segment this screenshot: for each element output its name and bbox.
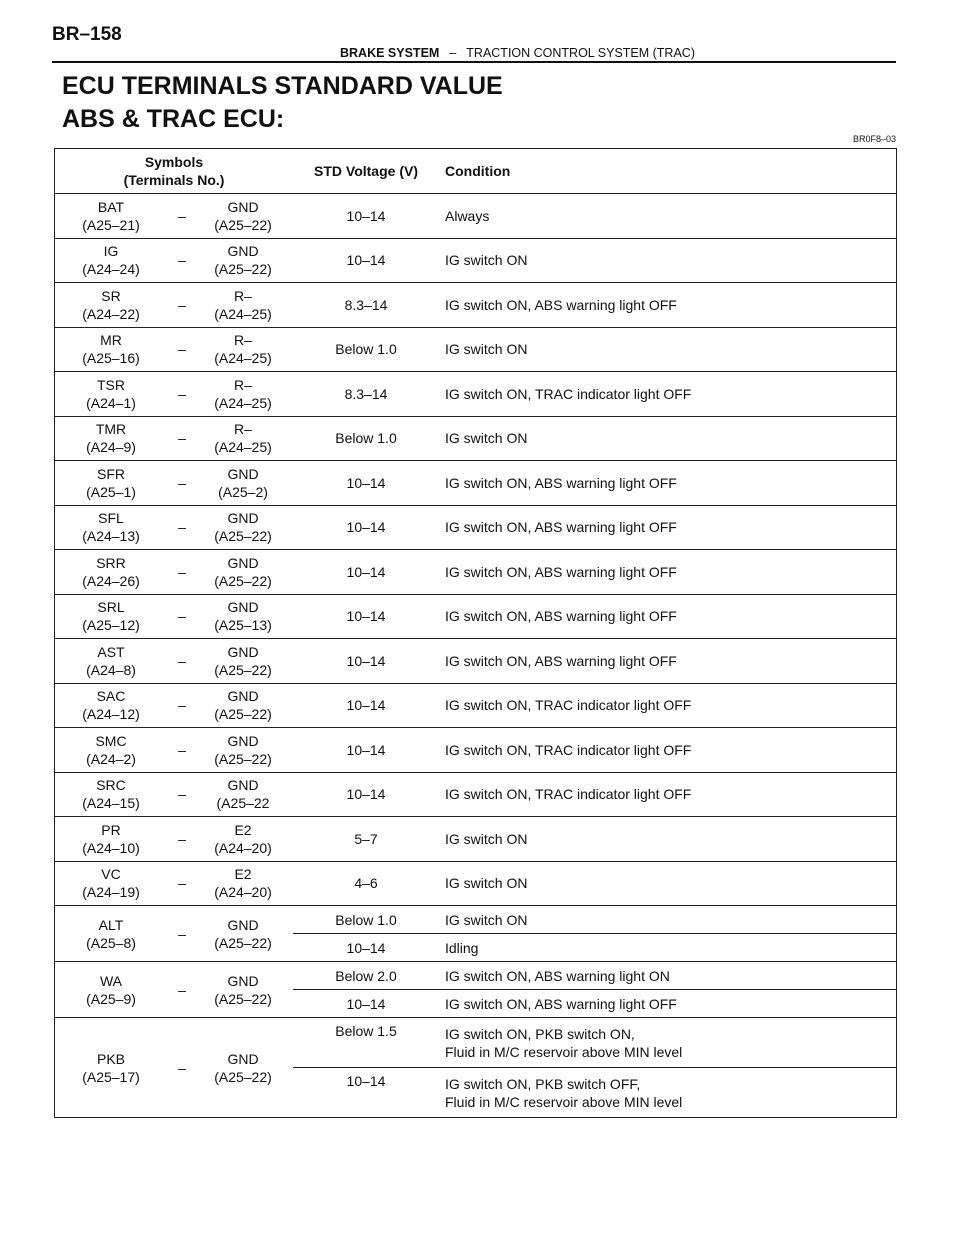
std-voltage-cell: 10–14: [293, 461, 439, 506]
condition-cell: [439, 1018, 897, 1068]
terminal-to-symbol: GND: [227, 243, 259, 260]
table-row: [55, 194, 897, 239]
terminal-dash: –: [178, 385, 186, 402]
terminal-pair: [55, 376, 293, 412]
terminal-to-number: (A25–22): [214, 990, 272, 1007]
terminal-dash: –: [178, 207, 186, 224]
terminal-from-symbol: SAC: [96, 688, 126, 705]
std-voltage-cell: Below 1.0: [293, 906, 439, 934]
terminal-to-symbol: R–: [234, 376, 252, 393]
terminal-dash: –: [178, 1059, 186, 1076]
terminal-to-symbol: GND: [227, 198, 259, 215]
symbol-cell: [55, 1018, 294, 1118]
std-voltage-cell: 10–14: [293, 1068, 439, 1118]
terminal-pair: [55, 972, 293, 1008]
terminal-to: [197, 776, 289, 812]
terminal-dash: –: [178, 474, 186, 491]
terminal-pair: [55, 242, 293, 278]
terminal-to: [197, 916, 289, 952]
condition-text-line2: Fluid in M/C reservoir above MIN level: [445, 1093, 683, 1110]
terminal-pair: [55, 554, 293, 590]
std-voltage-cell: 10–14: [293, 238, 439, 283]
std-voltage-cell: Below 1.5: [293, 1018, 439, 1068]
terminal-to-symbol: GND: [227, 1050, 259, 1067]
subsection-name: TRACTION CONTROL SYSTEM (TRAC): [466, 46, 695, 60]
terminal-from: [55, 465, 167, 501]
symbol-cell: [55, 683, 294, 728]
terminal-from: [55, 821, 167, 857]
terminal-dash: –: [178, 296, 186, 313]
std-voltage-cell: 10–14: [293, 728, 439, 773]
std-voltage-cell: 10–14: [293, 505, 439, 550]
condition-cell: [439, 505, 897, 550]
terminal-dash: –: [178, 652, 186, 669]
symbol-cell: [55, 861, 294, 906]
terminal-pair: [55, 598, 293, 634]
condition-text: IG switch ON, PKB switch OFF,: [445, 1075, 641, 1092]
symbol-cell: [55, 817, 294, 862]
symbol-cell: [55, 327, 294, 372]
terminal-to-symbol: R–: [234, 332, 252, 349]
terminal-to-number: (A24–25): [214, 305, 272, 322]
terminal-from: [55, 776, 167, 812]
terminal-pair: [55, 732, 293, 768]
symbol-cell: [55, 639, 294, 684]
condition-cell: [439, 283, 897, 328]
table-row: [55, 594, 897, 639]
terminal-from-symbol: AST: [97, 643, 125, 660]
condition-text: IG switch ON, ABS warning light OFF: [445, 995, 677, 1012]
terminal-from: [55, 554, 167, 590]
std-voltage-cell: 10–14: [293, 194, 439, 239]
terminal-from-symbol: PKB: [96, 1050, 125, 1067]
table-row: [55, 550, 897, 595]
terminal-to: [197, 732, 289, 768]
std-voltage-cell: 10–14: [293, 772, 439, 817]
condition-cell: [439, 327, 897, 372]
terminal-pair: [55, 198, 293, 234]
condition-text: IG switch ON, ABS warning light OFF: [445, 563, 677, 580]
header-symbols-line2: (Terminals No.): [123, 172, 225, 188]
terminal-from: [55, 598, 167, 634]
terminal-from-symbol: SFR: [97, 465, 125, 482]
terminal-to: [197, 972, 289, 1008]
terminal-dash: –: [178, 786, 186, 803]
terminal-from-symbol: SMC: [95, 732, 127, 749]
terminal-pair: [55, 465, 293, 501]
std-voltage-cell: 10–14: [293, 550, 439, 595]
std-voltage-cell: 10–14: [293, 594, 439, 639]
terminal-to: [197, 465, 289, 501]
terminal-to-number: (A25–2): [218, 483, 268, 500]
condition-cell: [439, 550, 897, 595]
table-row: [55, 372, 897, 417]
terminal-from-symbol: MR: [100, 332, 122, 349]
terminal-from-number: (A24–8): [86, 661, 136, 678]
condition-cell: [439, 594, 897, 639]
terminal-pair: [55, 821, 293, 857]
terminal-from-number: (A24–12): [82, 706, 140, 723]
condition-cell: [439, 990, 897, 1018]
terminal-to-number: (A25–22): [214, 661, 272, 678]
terminal-from-number: (A25–21): [82, 216, 140, 233]
terminal-from-number: (A24–2): [86, 750, 136, 767]
page-number: BR–158: [52, 24, 122, 45]
terminal-to: [197, 1050, 289, 1086]
terminal-from-number: (A25–8): [86, 934, 136, 951]
terminal-dash: –: [178, 697, 186, 714]
terminal-to-symbol: GND: [227, 554, 259, 571]
std-voltage-cell: 5–7: [293, 817, 439, 862]
condition-text: IG switch ON, TRAC indicator light OFF: [445, 786, 692, 803]
condition-text: IG switch ON, TRAC indicator light OFF: [445, 697, 692, 714]
table-row: [55, 416, 897, 461]
condition-cell: [439, 906, 897, 934]
std-voltage-cell: 10–14: [293, 990, 439, 1018]
condition-cell: [439, 639, 897, 684]
terminal-dash: –: [178, 741, 186, 758]
terminal-from: [55, 916, 167, 952]
symbol-cell: [55, 283, 294, 328]
table-row: [55, 728, 897, 773]
header-symbols: [55, 149, 294, 194]
symbol-cell: [55, 594, 294, 639]
symbol-cell: [55, 728, 294, 773]
title-line-1: ECU TERMINALS STANDARD VALUE: [62, 72, 503, 100]
terminal-to: [197, 331, 289, 367]
terminal-to-number: (A25–22): [214, 750, 272, 767]
terminal-to: [197, 242, 289, 278]
terminal-from-number: (A25–17): [82, 1068, 140, 1085]
terminal-to: [197, 821, 289, 857]
table-row: [55, 962, 897, 990]
terminal-to-symbol: E2: [234, 866, 252, 883]
terminal-pair: [55, 509, 293, 545]
terminal-from: [55, 242, 167, 278]
terminal-from: [55, 331, 167, 367]
condition-cell: [439, 817, 897, 862]
terminal-to: [197, 554, 289, 590]
condition-cell: [439, 962, 897, 990]
terminal-to-number: (A24–25): [214, 394, 272, 411]
terminal-pair: [55, 865, 293, 901]
terminal-from: [55, 509, 167, 545]
condition-text: IG switch ON: [445, 341, 528, 358]
condition-text: IG switch ON, TRAC indicator light OFF: [445, 385, 692, 402]
condition-text: IG switch ON, TRAC indicator light OFF: [445, 741, 692, 758]
terminal-to-number: (A25–13): [214, 617, 272, 634]
terminal-from-symbol: SRC: [96, 777, 126, 794]
terminal-dash: –: [178, 925, 186, 942]
terminal-from: [55, 376, 167, 412]
std-voltage-cell: 8.3–14: [293, 283, 439, 328]
title-line-2: ABS & TRAC ECU:: [62, 105, 285, 133]
table-row: [55, 1018, 897, 1068]
table-row: [55, 283, 897, 328]
condition-text: Idling: [445, 939, 479, 956]
terminal-from: [55, 972, 167, 1008]
symbol-cell: [55, 505, 294, 550]
header-std-voltage: STD Voltage (V): [293, 149, 439, 194]
terminal-to-symbol: GND: [227, 599, 259, 616]
terminal-to: [197, 687, 289, 723]
header-symbols-line1: Symbols: [144, 154, 204, 170]
terminal-to-symbol: GND: [227, 916, 259, 933]
terminal-from-number: (A24–10): [82, 839, 140, 856]
terminal-from-symbol: SRR: [96, 554, 126, 571]
condition-cell: [439, 372, 897, 417]
terminal-to-symbol: E2: [234, 821, 252, 838]
terminal-to-symbol: GND: [227, 510, 259, 527]
terminal-dash: –: [178, 519, 186, 536]
terminal-from-number: (A25–16): [82, 350, 140, 367]
terminal-to-number: (A25–22): [214, 706, 272, 723]
std-voltage-cell: 10–14: [293, 934, 439, 962]
terminal-from-symbol: PR: [101, 821, 121, 838]
condition-cell: [439, 238, 897, 283]
figure-code: BR0F8–03: [852, 134, 896, 144]
terminal-from-number: (A25–12): [82, 617, 140, 634]
terminal-from-symbol: WA: [99, 972, 123, 989]
terminal-from-number: (A24–9): [86, 439, 136, 456]
table-row: [55, 906, 897, 934]
terminal-to: [197, 287, 289, 323]
terminal-to-symbol: GND: [227, 732, 259, 749]
terminal-from-symbol: IG: [103, 243, 119, 260]
condition-text: IG switch ON: [445, 252, 528, 269]
terminal-from-number: (A24–1): [86, 394, 136, 411]
terminal-to-number: (A25–22): [214, 216, 272, 233]
terminal-to-symbol: GND: [227, 972, 259, 989]
terminal-to-symbol: GND: [227, 643, 259, 660]
terminal-pair: [55, 643, 293, 679]
terminal-from-symbol: SR: [101, 287, 121, 304]
terminal-dash: –: [178, 830, 186, 847]
header-separator: –: [449, 46, 457, 60]
terminal-pair: [55, 420, 293, 456]
terminal-dash: –: [178, 875, 186, 892]
terminal-to-number: (A25–22): [214, 934, 272, 951]
symbol-cell: [55, 906, 294, 962]
symbol-cell: [55, 372, 294, 417]
condition-text: IG switch ON, PKB switch ON,: [445, 1025, 635, 1042]
terminal-from: [55, 420, 167, 456]
table-header-row: [55, 149, 897, 194]
terminal-to-number: (A25–22): [214, 528, 272, 545]
terminal-from: [55, 198, 167, 234]
terminal-to: [197, 376, 289, 412]
terminal-from-number: (A24–15): [82, 795, 140, 812]
symbol-cell: [55, 962, 294, 1018]
std-voltage-cell: Below 2.0: [293, 962, 439, 990]
terminal-dash: –: [178, 981, 186, 998]
table-body: [55, 194, 897, 1118]
table-row: [55, 861, 897, 906]
condition-cell: [439, 861, 897, 906]
table-row: [55, 238, 897, 283]
terminal-to-symbol: GND: [227, 688, 259, 705]
terminal-pair: [55, 287, 293, 323]
condition-cell: [439, 461, 897, 506]
symbol-cell: [55, 461, 294, 506]
terminal-dash: –: [178, 341, 186, 358]
terminal-to-number: (A24–20): [214, 884, 272, 901]
terminal-from-symbol: SFL: [98, 510, 124, 527]
condition-text: IG switch ON, ABS warning light OFF: [445, 652, 677, 669]
terminal-to: [197, 420, 289, 456]
table-row: [55, 327, 897, 372]
header-rule: [52, 61, 896, 63]
terminal-from-symbol: VC: [101, 866, 121, 883]
terminal-to: [197, 865, 289, 901]
terminal-dash: –: [178, 608, 186, 625]
terminal-from-number: (A24–19): [82, 884, 140, 901]
terminal-to-number: (A24–20): [214, 839, 272, 856]
condition-text: IG switch ON: [445, 830, 528, 847]
terminal-to-number: (A25–22): [214, 1068, 272, 1085]
terminal-from-number: (A24–26): [82, 572, 140, 589]
table-row: [55, 683, 897, 728]
terminal-to: [197, 509, 289, 545]
condition-cell: [439, 683, 897, 728]
condition-text: IG switch ON, ABS warning light OFF: [445, 296, 677, 313]
running-header: [340, 46, 695, 60]
condition-text: IG switch ON, ABS warning light OFF: [445, 519, 677, 536]
condition-text: Always: [445, 207, 490, 224]
page-title: [62, 70, 503, 136]
terminal-from-number: (A24–22): [82, 305, 140, 322]
terminal-from-number: (A24–24): [82, 261, 140, 278]
terminal-to-number: (A25–22): [214, 261, 272, 278]
terminal-dash: –: [178, 252, 186, 269]
condition-text-line2: Fluid in M/C reservoir above MIN level: [445, 1043, 683, 1060]
terminal-from: [55, 643, 167, 679]
condition-cell: [439, 934, 897, 962]
terminal-from-number: (A24–13): [82, 528, 140, 545]
terminal-from-symbol: BAT: [97, 198, 125, 215]
condition-cell: [439, 194, 897, 239]
table-row: [55, 639, 897, 684]
condition-cell: [439, 772, 897, 817]
table-row: [55, 817, 897, 862]
terminal-from-number: (A25–1): [86, 483, 136, 500]
terminal-pair: [55, 916, 293, 952]
condition-cell: [439, 728, 897, 773]
terminal-to-symbol: R–: [234, 421, 252, 438]
symbol-cell: [55, 772, 294, 817]
std-voltage-cell: 4–6: [293, 861, 439, 906]
std-voltage-cell: 10–14: [293, 683, 439, 728]
symbol-cell: [55, 550, 294, 595]
condition-text: IG switch ON, ABS warning light OFF: [445, 608, 677, 625]
terminal-to-symbol: R–: [234, 287, 252, 304]
terminal-from-symbol: SRL: [97, 599, 125, 616]
condition-cell: [439, 1068, 897, 1118]
terminal-to-number: (A25–22): [214, 572, 272, 589]
terminal-to-number: (A24–25): [214, 439, 272, 456]
condition-text: IG switch ON, ABS warning light OFF: [445, 474, 677, 491]
terminal-to-number: (A25–22: [216, 795, 270, 812]
terminal-from: [55, 287, 167, 323]
symbol-cell: [55, 238, 294, 283]
terminal-to: [197, 598, 289, 634]
std-voltage-cell: 8.3–14: [293, 372, 439, 417]
terminal-from-symbol: TMR: [95, 421, 127, 438]
condition-text: IG switch ON, ABS warning light ON: [445, 967, 670, 984]
terminal-to: [197, 198, 289, 234]
symbol-cell: [55, 194, 294, 239]
terminal-from: [55, 687, 167, 723]
terminal-pair: [55, 331, 293, 367]
condition-text: IG switch ON: [445, 911, 528, 928]
terminal-pair: [55, 687, 293, 723]
section-name: BRAKE SYSTEM: [340, 46, 440, 60]
condition-text: IG switch ON: [445, 875, 528, 892]
terminal-pair: [55, 1050, 293, 1086]
std-voltage-cell: Below 1.0: [293, 416, 439, 461]
table-row: [55, 772, 897, 817]
terminal-from-symbol: TSR: [97, 376, 125, 393]
terminal-dash: –: [178, 563, 186, 580]
terminal-pair: [55, 776, 293, 812]
terminal-from: [55, 865, 167, 901]
terminal-from: [55, 732, 167, 768]
table-row: [55, 461, 897, 506]
terminal-to-symbol: GND: [227, 465, 259, 482]
ecu-terminals-table: [54, 148, 897, 1118]
terminal-to: [197, 643, 289, 679]
std-voltage-cell: 10–14: [293, 639, 439, 684]
terminal-to-symbol: GND: [227, 777, 259, 794]
condition-text: IG switch ON: [445, 430, 528, 447]
symbol-cell: [55, 416, 294, 461]
std-voltage-cell: Below 1.0: [293, 327, 439, 372]
condition-cell: [439, 416, 897, 461]
terminal-dash: –: [178, 430, 186, 447]
header-condition: Condition: [439, 149, 897, 194]
terminal-from: [55, 1050, 167, 1086]
terminal-from-symbol: ALT: [98, 916, 124, 933]
terminal-from-number: (A25–9): [86, 990, 136, 1007]
table-row: [55, 505, 897, 550]
terminal-to-number: (A24–25): [214, 350, 272, 367]
